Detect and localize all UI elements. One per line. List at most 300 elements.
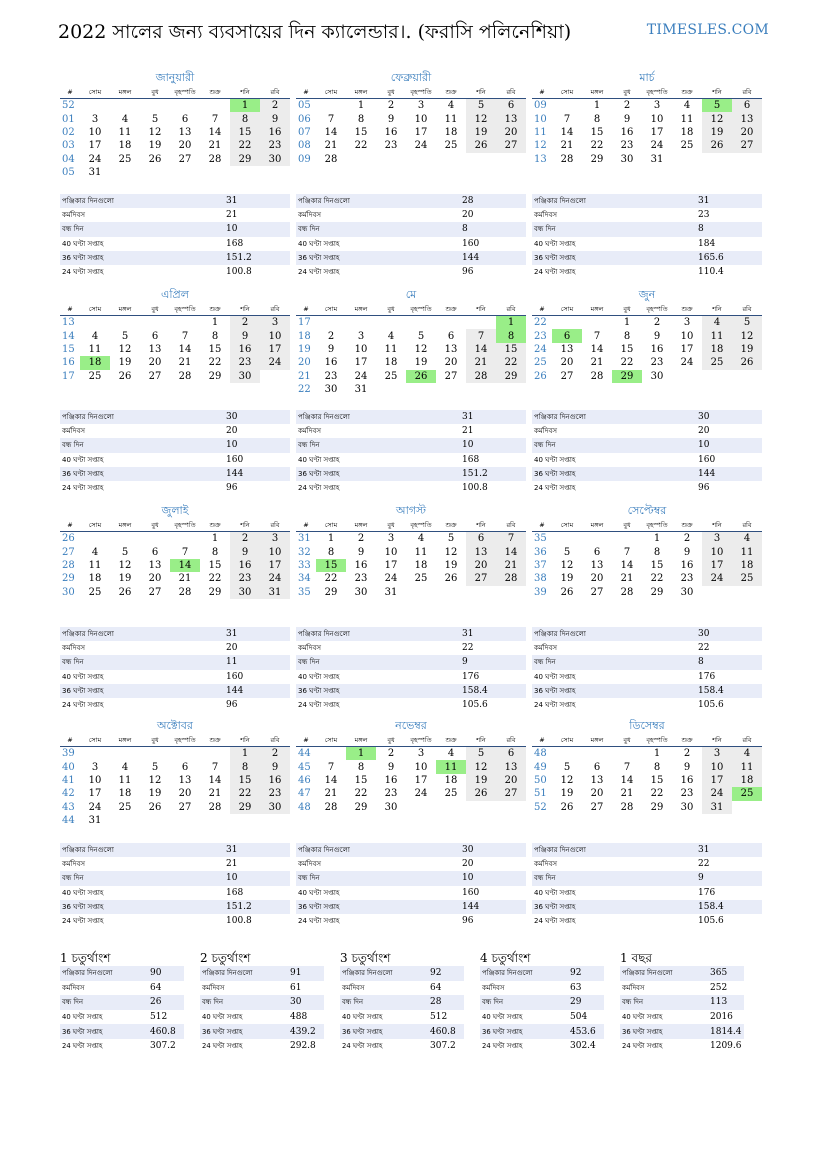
day-cell[interactable]: 7 — [623, 761, 631, 773]
day-cell[interactable]: 20 — [444, 357, 458, 369]
day-cell[interactable]: 16 — [354, 559, 368, 571]
day-cell[interactable]: 14 — [208, 126, 222, 138]
day-cell[interactable]: 29 — [354, 801, 368, 813]
day-cell[interactable]: 16 — [680, 774, 694, 786]
day-cell[interactable]: 4 — [387, 330, 395, 342]
day-cell[interactable]: 17 — [354, 357, 368, 369]
day-cell[interactable]: 5 — [121, 546, 129, 558]
day-cell[interactable]: 30 — [260, 153, 290, 166]
day-cell[interactable]: 14 — [560, 126, 574, 138]
day-cell[interactable]: 13 — [178, 774, 192, 786]
day-cell[interactable]: 6 — [466, 532, 496, 546]
day-cell[interactable]: 26 — [702, 139, 732, 152]
day-cell[interactable]: 6 — [496, 99, 526, 113]
day-cell[interactable]: 19 — [148, 788, 162, 800]
day-cell[interactable]: 22 — [230, 139, 260, 152]
day-cell[interactable]: 6 — [447, 330, 455, 342]
day-cell[interactable]: 19 — [118, 573, 132, 585]
day-cell[interactable]: 29 — [208, 370, 222, 382]
day-cell[interactable]: 8 — [653, 546, 661, 558]
day-cell[interactable]: 20 — [466, 559, 496, 572]
day-cell[interactable]: 15 — [208, 559, 222, 571]
day-cell[interactable]: 13 — [178, 126, 192, 138]
day-cell[interactable]: 21 — [466, 356, 496, 369]
day-cell[interactable]: 2 — [387, 100, 395, 112]
day-cell[interactable]: 7 — [496, 532, 526, 546]
day-cell[interactable]: 4 — [447, 748, 455, 760]
day-cell[interactable]: 31 — [702, 801, 732, 814]
day-cell[interactable]: 8 — [211, 330, 219, 342]
day-cell[interactable]: 10 — [260, 545, 290, 558]
day-cell[interactable]: 24 — [384, 573, 398, 585]
day-cell[interactable]: 18 — [384, 357, 398, 369]
day-cell[interactable]: 5 — [563, 761, 571, 773]
day-cell[interactable]: 28 — [178, 586, 192, 598]
day-cell[interactable]: 1 — [496, 316, 526, 330]
day-cell[interactable]: 23 — [230, 356, 260, 369]
day-cell[interactable]: 23 — [650, 357, 664, 369]
day-cell[interactable]: 4 — [732, 747, 762, 761]
day-cell[interactable]: 8 — [327, 546, 335, 558]
day-cell[interactable]: 16 — [650, 343, 664, 355]
day-cell[interactable]: 3 — [91, 761, 99, 773]
day-cell[interactable]: 4 — [121, 761, 129, 773]
day-cell[interactable]: 21 — [208, 140, 222, 152]
day-cell[interactable]: 28 — [208, 153, 222, 165]
day-cell[interactable]: 28 — [208, 801, 222, 813]
day-cell[interactable]: 21 — [178, 357, 192, 369]
day-cell[interactable]: 1 — [653, 748, 661, 760]
day-cell[interactable]: 6 — [181, 761, 189, 773]
day-cell[interactable]: 15 — [590, 126, 604, 138]
day-cell[interactable]: 12 — [560, 559, 574, 571]
day-cell[interactable]: 12 — [732, 329, 762, 342]
day-cell[interactable]: 1 — [357, 100, 365, 112]
day-cell[interactable]: 22 — [496, 356, 526, 369]
day-cell[interactable]: 25 — [680, 140, 694, 152]
day-cell[interactable]: 7 — [327, 113, 335, 125]
day-cell[interactable]: 23 — [230, 572, 260, 585]
day-cell[interactable]: 10 — [354, 343, 368, 355]
day-cell[interactable]: 1 — [346, 747, 376, 761]
day-cell[interactable]: 17 — [702, 774, 732, 787]
day-cell[interactable]: 17 — [680, 343, 694, 355]
day-cell[interactable]: 31 — [384, 586, 398, 598]
day-cell[interactable]: 2 — [683, 533, 691, 545]
day-cell[interactable]: 28 — [178, 370, 192, 382]
day-cell[interactable]: 1 — [623, 317, 631, 329]
day-cell[interactable]: 10 — [414, 113, 428, 125]
day-cell[interactable]: 15 — [496, 343, 526, 356]
day-cell[interactable]: 5 — [466, 747, 496, 761]
day-cell[interactable]: 5 — [151, 761, 159, 773]
day-cell[interactable]: 27 — [148, 586, 162, 598]
day-cell[interactable]: 22 — [590, 140, 604, 152]
day-cell[interactable]: 15 — [354, 126, 368, 138]
day-cell[interactable]: 24 — [702, 572, 732, 585]
day-cell[interactable]: 12 — [148, 126, 162, 138]
day-cell[interactable]: 27 — [444, 370, 458, 382]
day-cell[interactable]: 9 — [623, 113, 631, 125]
day-cell[interactable]: 30 — [620, 153, 634, 165]
day-cell[interactable]: 9 — [357, 546, 365, 558]
day-cell[interactable]: 26 — [466, 787, 496, 800]
day-cell[interactable]: 28 — [560, 153, 574, 165]
day-cell[interactable]: 25 — [444, 140, 458, 152]
day-cell[interactable]: 8 — [230, 112, 260, 125]
day-cell[interactable]: 11 — [732, 760, 762, 773]
day-cell[interactable]: 17 — [702, 559, 732, 572]
day-cell[interactable]: 13 — [148, 343, 162, 355]
day-cell[interactable]: 17 — [88, 788, 102, 800]
day-cell[interactable]: 2 — [683, 748, 691, 760]
day-cell[interactable]: 2 — [357, 533, 365, 545]
day-cell[interactable]: 30 — [230, 586, 260, 599]
day-cell[interactable]: 4 — [91, 330, 99, 342]
day-cell[interactable]: 2 — [327, 330, 335, 342]
day-cell[interactable]: 10 — [88, 774, 102, 786]
day-cell[interactable]: 18 — [414, 559, 428, 571]
day-cell[interactable]: 4 — [683, 100, 691, 112]
day-cell[interactable]: 19 — [148, 140, 162, 152]
day-cell[interactable]: 24 — [260, 356, 290, 369]
day-cell[interactable]: 6 — [552, 329, 582, 342]
day-cell[interactable]: 25 — [118, 153, 132, 165]
day-cell[interactable]: 18 — [118, 788, 132, 800]
day-cell[interactable]: 12 — [702, 112, 732, 125]
day-cell[interactable]: 16 — [230, 343, 260, 356]
day-cell[interactable]: 16 — [680, 559, 694, 571]
day-cell[interactable]: 31 — [650, 153, 664, 165]
day-cell[interactable]: 3 — [683, 317, 691, 329]
day-cell[interactable]: 20 — [560, 357, 574, 369]
day-cell[interactable]: 8 — [357, 761, 365, 773]
day-cell[interactable]: 16 — [620, 126, 634, 138]
day-cell[interactable]: 11 — [444, 113, 458, 125]
day-cell[interactable]: 21 — [324, 788, 338, 800]
day-cell[interactable]: 4 — [417, 533, 425, 545]
day-cell[interactable]: 9 — [230, 329, 260, 342]
day-cell[interactable]: 15 — [316, 559, 346, 572]
day-cell[interactable]: 27 — [732, 139, 762, 152]
day-cell[interactable]: 14 — [324, 126, 338, 138]
day-cell[interactable]: 19 — [702, 126, 732, 139]
day-cell[interactable]: 22 — [324, 573, 338, 585]
day-cell[interactable]: 28 — [466, 370, 496, 383]
day-cell[interactable]: 23 — [354, 573, 368, 585]
day-cell[interactable]: 12 — [560, 774, 574, 786]
day-cell[interactable]: 26 — [732, 356, 762, 369]
day-cell[interactable]: 26 — [466, 139, 496, 152]
day-cell[interactable]: 13 — [466, 545, 496, 558]
day-cell[interactable]: 23 — [680, 573, 694, 585]
day-cell[interactable]: 1 — [211, 317, 219, 329]
day-cell[interactable]: 19 — [560, 788, 574, 800]
day-cell[interactable]: 27 — [466, 572, 496, 585]
day-cell[interactable]: 16 — [260, 774, 290, 787]
day-cell[interactable]: 6 — [151, 546, 159, 558]
day-cell[interactable]: 25 — [444, 788, 458, 800]
day-cell[interactable]: 16 — [230, 559, 260, 572]
day-cell[interactable]: 28 — [620, 801, 634, 813]
day-cell[interactable]: 27 — [148, 370, 162, 382]
day-cell[interactable]: 29 — [612, 370, 642, 383]
day-cell[interactable]: 26 — [148, 153, 162, 165]
day-cell[interactable]: 1 — [230, 99, 260, 113]
day-cell[interactable]: 7 — [327, 761, 335, 773]
day-cell[interactable]: 11 — [88, 343, 102, 355]
day-cell[interactable]: 19 — [466, 126, 496, 139]
day-cell[interactable]: 15 — [208, 343, 222, 355]
day-cell[interactable]: 20 — [590, 788, 604, 800]
day-cell[interactable]: 29 — [590, 153, 604, 165]
day-cell[interactable]: 8 — [230, 760, 260, 773]
day-cell[interactable]: 29 — [324, 586, 338, 598]
day-cell[interactable]: 11 — [118, 774, 132, 786]
day-cell[interactable]: 17 — [260, 559, 290, 572]
day-cell[interactable]: 5 — [447, 533, 455, 545]
day-cell[interactable]: 6 — [151, 330, 159, 342]
day-cell[interactable]: 28 — [324, 801, 338, 813]
day-cell[interactable]: 6 — [593, 546, 601, 558]
day-cell[interactable]: 5 — [121, 330, 129, 342]
day-cell[interactable]: 25 — [384, 370, 398, 382]
day-cell[interactable]: 12 — [148, 774, 162, 786]
day-cell[interactable]: 12 — [118, 559, 132, 571]
day-cell[interactable]: 9 — [387, 761, 395, 773]
day-cell[interactable]: 20 — [148, 357, 162, 369]
day-cell[interactable]: 29 — [208, 586, 222, 598]
day-cell[interactable]: 10 — [702, 545, 732, 558]
day-cell[interactable]: 28 — [620, 586, 634, 598]
day-cell[interactable]: 21 — [324, 140, 338, 152]
day-cell[interactable]: 21 — [208, 788, 222, 800]
day-cell[interactable]: 20 — [178, 788, 192, 800]
day-cell[interactable]: 21 — [178, 573, 192, 585]
day-cell[interactable]: 18 — [680, 126, 694, 138]
day-cell[interactable]: 22 — [650, 573, 664, 585]
day-cell[interactable]: 15 — [650, 774, 664, 786]
day-cell[interactable]: 14 — [620, 774, 634, 786]
day-cell[interactable]: 3 — [417, 100, 425, 112]
day-cell[interactable]: 23 — [324, 370, 338, 382]
day-cell[interactable]: 14 — [620, 559, 634, 571]
day-cell[interactable]: 7 — [181, 546, 189, 558]
day-cell[interactable]: 1 — [211, 533, 219, 545]
day-cell[interactable]: 9 — [653, 330, 661, 342]
day-cell[interactable]: 29 — [230, 153, 260, 166]
day-cell[interactable]: 11 — [732, 545, 762, 558]
day-cell[interactable]: 27 — [178, 801, 192, 813]
day-cell[interactable]: 17 — [414, 774, 428, 786]
day-cell[interactable]: 14 — [590, 343, 604, 355]
day-cell[interactable]: 11 — [88, 559, 102, 571]
site-logo-text[interactable]: TIMESLES.COM — [646, 22, 769, 38]
day-cell[interactable]: 25 — [414, 573, 428, 585]
day-cell[interactable]: 8 — [623, 330, 631, 342]
day-cell[interactable]: 17 — [260, 343, 290, 356]
day-cell[interactable]: 27 — [560, 370, 574, 382]
day-cell[interactable]: 25 — [118, 801, 132, 813]
day-cell[interactable]: 16 — [384, 774, 398, 786]
day-cell[interactable]: 19 — [466, 774, 496, 787]
day-cell[interactable]: 11 — [384, 343, 398, 355]
day-cell[interactable]: 17 — [414, 126, 428, 138]
day-cell[interactable]: 20 — [148, 573, 162, 585]
day-cell[interactable]: 21 — [620, 573, 634, 585]
day-cell[interactable]: 2 — [260, 99, 290, 113]
day-cell[interactable]: 3 — [702, 747, 732, 761]
day-cell[interactable]: 12 — [444, 546, 458, 558]
day-cell[interactable]: 3 — [417, 748, 425, 760]
day-cell[interactable]: 28 — [324, 153, 338, 165]
day-cell[interactable]: 27 — [590, 801, 604, 813]
day-cell[interactable]: 26 — [560, 586, 574, 598]
day-cell[interactable]: 3 — [702, 532, 732, 546]
day-cell[interactable]: 24 — [88, 801, 102, 813]
day-cell[interactable]: 13 — [560, 343, 574, 355]
day-cell[interactable]: 4 — [732, 532, 762, 546]
day-cell[interactable]: 7 — [466, 329, 496, 342]
day-cell[interactable]: 30 — [230, 370, 260, 383]
day-cell[interactable]: 27 — [496, 139, 526, 152]
day-cell[interactable]: 24 — [88, 153, 102, 165]
day-cell[interactable]: 1 — [593, 100, 601, 112]
day-cell[interactable]: 11 — [414, 546, 428, 558]
day-cell[interactable]: 22 — [354, 140, 368, 152]
day-cell[interactable]: 20 — [496, 126, 526, 139]
day-cell[interactable]: 14 — [324, 774, 338, 786]
day-cell[interactable]: 25 — [88, 586, 102, 598]
day-cell[interactable]: 25 — [732, 787, 762, 800]
day-cell[interactable]: 9 — [683, 546, 691, 558]
day-cell[interactable]: 16 — [260, 126, 290, 139]
day-cell[interactable]: 3 — [387, 533, 395, 545]
day-cell[interactable]: 20 — [178, 140, 192, 152]
day-cell[interactable]: 10 — [260, 329, 290, 342]
day-cell[interactable]: 19 — [444, 559, 458, 571]
day-cell[interactable]: 28 — [496, 572, 526, 585]
day-cell[interactable]: 17 — [384, 559, 398, 571]
day-cell[interactable]: 13 — [732, 112, 762, 125]
day-cell[interactable]: 18 — [88, 573, 102, 585]
day-cell[interactable]: 23 — [620, 140, 634, 152]
day-cell[interactable]: 15 — [230, 774, 260, 787]
day-cell[interactable]: 17 — [88, 140, 102, 152]
day-cell[interactable]: 30 — [680, 801, 694, 813]
day-cell[interactable]: 26 — [444, 573, 458, 585]
day-cell[interactable]: 5 — [732, 316, 762, 330]
day-cell[interactable]: 12 — [466, 760, 496, 773]
day-cell[interactable]: 22 — [208, 573, 222, 585]
day-cell[interactable]: 31 — [88, 167, 102, 179]
day-cell[interactable]: 8 — [496, 329, 526, 342]
day-cell[interactable]: 9 — [230, 545, 260, 558]
day-cell[interactable]: 31 — [88, 815, 102, 827]
day-cell[interactable]: 4 — [702, 316, 732, 330]
day-cell[interactable]: 24 — [354, 370, 368, 382]
day-cell[interactable]: 3 — [357, 330, 365, 342]
day-cell[interactable]: 22 — [230, 787, 260, 800]
day-cell[interactable]: 2 — [653, 317, 661, 329]
day-cell[interactable]: 30 — [384, 801, 398, 813]
day-cell[interactable]: 21 — [560, 140, 574, 152]
day-cell[interactable]: 21 — [496, 559, 526, 572]
day-cell[interactable]: 4 — [447, 100, 455, 112]
day-cell[interactable]: 24 — [702, 787, 732, 800]
day-cell[interactable]: 7 — [623, 546, 631, 558]
day-cell[interactable]: 21 — [620, 788, 634, 800]
day-cell[interactable]: 20 — [496, 774, 526, 787]
day-cell[interactable]: 18 — [732, 774, 762, 787]
day-cell[interactable]: 7 — [563, 113, 571, 125]
day-cell[interactable]: 2 — [623, 100, 631, 112]
day-cell[interactable]: 18 — [444, 126, 458, 138]
day-cell[interactable]: 15 — [650, 559, 664, 571]
day-cell[interactable]: 2 — [387, 748, 395, 760]
day-cell[interactable]: 8 — [653, 761, 661, 773]
day-cell[interactable]: 29 — [650, 801, 664, 813]
day-cell[interactable]: 21 — [590, 357, 604, 369]
day-cell[interactable]: 30 — [680, 586, 694, 598]
day-cell[interactable]: 3 — [653, 100, 661, 112]
day-cell[interactable]: 24 — [650, 140, 664, 152]
day-cell[interactable]: 24 — [260, 572, 290, 585]
day-cell[interactable]: 18 — [702, 343, 732, 356]
day-cell[interactable]: 15 — [230, 126, 260, 139]
day-cell[interactable]: 20 — [732, 126, 762, 139]
day-cell[interactable]: 24 — [414, 788, 428, 800]
day-cell[interactable]: 14 — [466, 343, 496, 356]
day-cell[interactable]: 1 — [230, 747, 260, 761]
day-cell[interactable]: 25 — [732, 572, 762, 585]
day-cell[interactable]: 8 — [593, 113, 601, 125]
day-cell[interactable]: 3 — [91, 113, 99, 125]
day-cell[interactable]: 30 — [650, 370, 664, 382]
day-cell[interactable]: 18 — [444, 774, 458, 786]
day-cell[interactable]: 7 — [211, 761, 219, 773]
day-cell[interactable]: 19 — [732, 343, 762, 356]
day-cell[interactable]: 15 — [354, 774, 368, 786]
day-cell[interactable]: 13 — [496, 760, 526, 773]
day-cell[interactable]: 1 — [653, 533, 661, 545]
day-cell[interactable]: 13 — [590, 559, 604, 571]
day-cell[interactable]: 30 — [260, 801, 290, 814]
day-cell[interactable]: 22 — [208, 357, 222, 369]
day-cell[interactable]: 1 — [327, 533, 335, 545]
day-cell[interactable]: 27 — [178, 153, 192, 165]
day-cell[interactable]: 14 — [208, 774, 222, 786]
day-cell[interactable]: 11 — [702, 329, 732, 342]
day-cell[interactable]: 27 — [496, 787, 526, 800]
day-cell[interactable]: 17 — [650, 126, 664, 138]
day-cell[interactable]: 24 — [680, 357, 694, 369]
day-cell[interactable]: 16 — [384, 126, 398, 138]
day-cell[interactable]: 23 — [260, 787, 290, 800]
day-cell[interactable]: 15 — [620, 343, 634, 355]
day-cell[interactable]: 5 — [563, 546, 571, 558]
day-cell[interactable]: 6 — [181, 113, 189, 125]
day-cell[interactable]: 9 — [387, 113, 395, 125]
day-cell[interactable]: 23 — [384, 788, 398, 800]
day-cell[interactable]: 25 — [702, 356, 732, 369]
day-cell[interactable]: 7 — [211, 113, 219, 125]
day-cell[interactable]: 12 — [414, 343, 428, 355]
day-cell[interactable]: 20 — [590, 573, 604, 585]
day-cell[interactable]: 8 — [357, 113, 365, 125]
day-cell[interactable]: 13 — [590, 774, 604, 786]
day-cell[interactable]: 10 — [384, 546, 398, 558]
